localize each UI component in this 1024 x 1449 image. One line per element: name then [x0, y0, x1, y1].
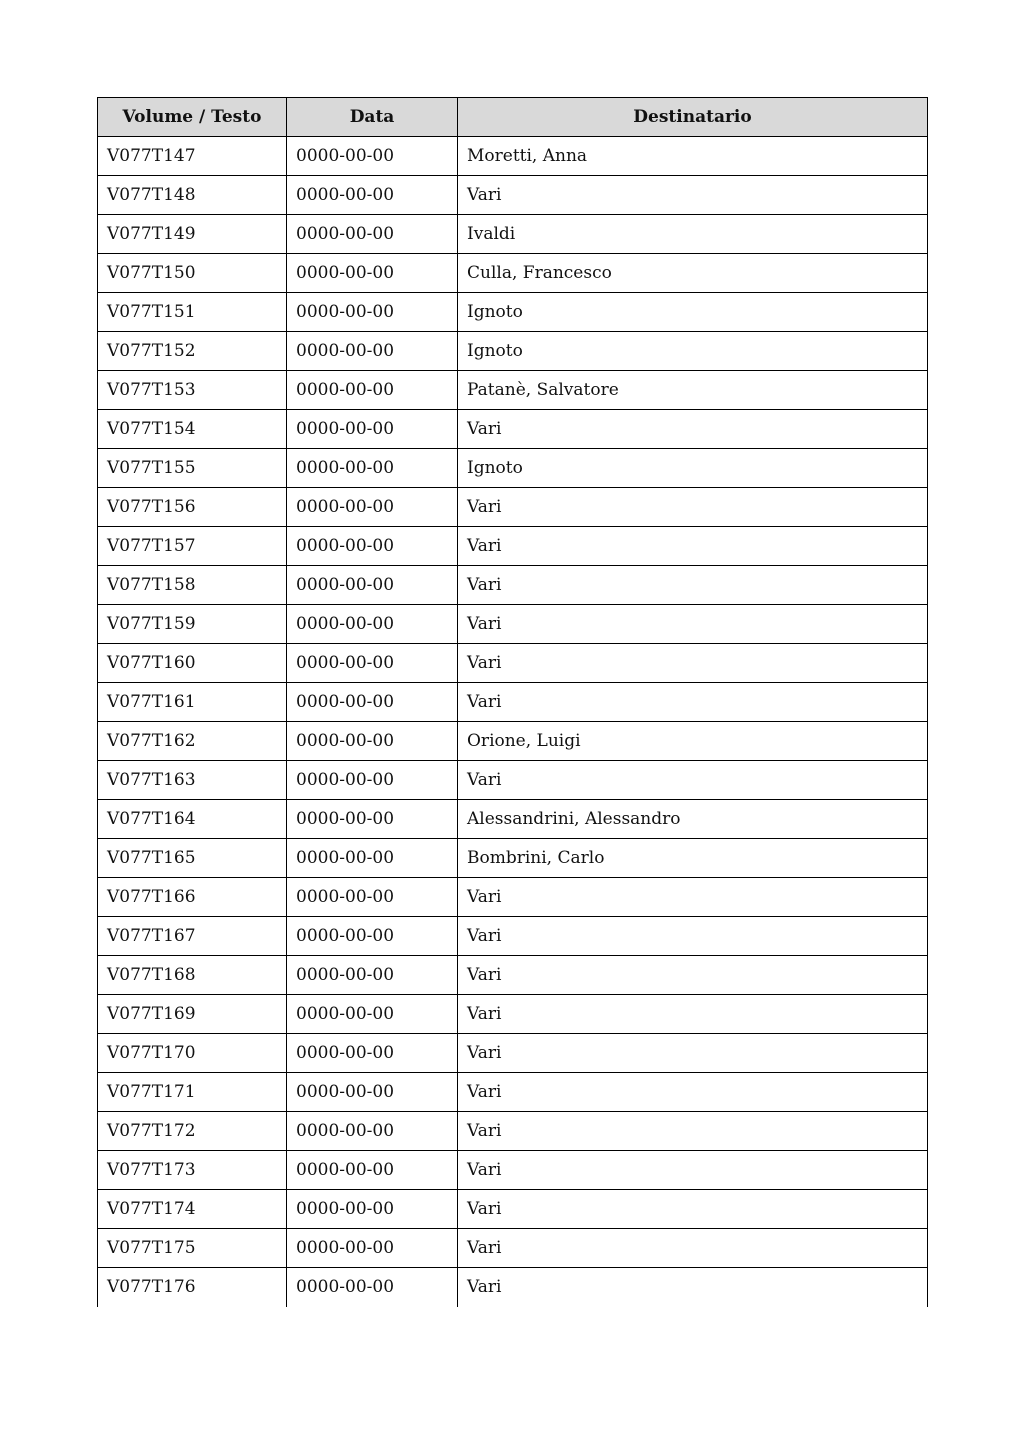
table-header-row [98, 98, 928, 137]
table-header [98, 98, 928, 137]
letters-table [97, 97, 928, 1307]
cell-volume-testo: V077T149 [98, 215, 287, 254]
cell-data: 0000-00-00 [287, 488, 458, 527]
column-header-destinatario: Destinatario [458, 98, 928, 137]
table-body [98, 137, 928, 1307]
cell-volume-testo: V077T166 [98, 878, 287, 917]
table-row [98, 1034, 928, 1073]
table-row [98, 137, 928, 176]
cell-volume-testo: V077T150 [98, 254, 287, 293]
table-row [98, 293, 928, 332]
table-row [98, 1190, 928, 1229]
cell-volume-testo: V077T165 [98, 839, 287, 878]
cell-volume-testo: V077T173 [98, 1151, 287, 1190]
table-row [98, 761, 928, 800]
cell-destinatario: Vari [458, 1112, 928, 1151]
cell-volume-testo: V077T163 [98, 761, 287, 800]
cell-destinatario: Ignoto [458, 293, 928, 332]
cell-data: 0000-00-00 [287, 176, 458, 215]
cell-volume-testo: V077T156 [98, 488, 287, 527]
table-row [98, 332, 928, 371]
cell-destinatario: Ivaldi [458, 215, 928, 254]
column-header-volume-testo: Volume / Testo [98, 98, 287, 137]
cell-destinatario: Vari [458, 176, 928, 215]
cell-destinatario: Vari [458, 1229, 928, 1268]
cell-data: 0000-00-00 [287, 527, 458, 566]
cell-data: 0000-00-00 [287, 254, 458, 293]
cell-volume-testo: V077T157 [98, 527, 287, 566]
cell-destinatario: Bombrini, Carlo [458, 839, 928, 878]
cell-data: 0000-00-00 [287, 1073, 458, 1112]
cell-destinatario: Vari [458, 1190, 928, 1229]
table-row [98, 800, 928, 839]
cell-destinatario: Vari [458, 605, 928, 644]
cell-data: 0000-00-00 [287, 878, 458, 917]
cell-volume-testo: V077T147 [98, 137, 287, 176]
table-row [98, 917, 928, 956]
cell-data: 0000-00-00 [287, 410, 458, 449]
cell-data: 0000-00-00 [287, 137, 458, 176]
cell-data: 0000-00-00 [287, 995, 458, 1034]
cell-volume-testo: V077T153 [98, 371, 287, 410]
cell-data: 0000-00-00 [287, 1229, 458, 1268]
cell-destinatario: Vari [458, 878, 928, 917]
cell-destinatario: Ignoto [458, 332, 928, 371]
cell-volume-testo: V077T155 [98, 449, 287, 488]
cell-volume-testo: V077T164 [98, 800, 287, 839]
cell-data: 0000-00-00 [287, 839, 458, 878]
cell-volume-testo: V077T170 [98, 1034, 287, 1073]
table-row [98, 722, 928, 761]
cell-data: 0000-00-00 [287, 761, 458, 800]
cell-destinatario: Patanè, Salvatore [458, 371, 928, 410]
cell-volume-testo: V077T161 [98, 683, 287, 722]
cell-destinatario: Vari [458, 566, 928, 605]
cell-data: 0000-00-00 [287, 956, 458, 995]
table-row [98, 1073, 928, 1112]
table-row [98, 1151, 928, 1190]
table-row [98, 644, 928, 683]
cell-volume-testo: V077T158 [98, 566, 287, 605]
cell-data: 0000-00-00 [287, 332, 458, 371]
cell-data: 0000-00-00 [287, 293, 458, 332]
table-row [98, 449, 928, 488]
cell-data: 0000-00-00 [287, 1190, 458, 1229]
cell-data: 0000-00-00 [287, 722, 458, 761]
cell-volume-testo: V077T162 [98, 722, 287, 761]
cell-destinatario: Vari [458, 683, 928, 722]
cell-volume-testo: V077T175 [98, 1229, 287, 1268]
cell-data: 0000-00-00 [287, 371, 458, 410]
cell-volume-testo: V077T172 [98, 1112, 287, 1151]
cell-data: 0000-00-00 [287, 605, 458, 644]
cell-destinatario: Alessandrini, Alessandro [458, 800, 928, 839]
table-row [98, 1229, 928, 1268]
cell-volume-testo: V077T160 [98, 644, 287, 683]
cell-volume-testo: V077T168 [98, 956, 287, 995]
cell-destinatario: Culla, Francesco [458, 254, 928, 293]
cell-destinatario: Vari [458, 1151, 928, 1190]
cell-destinatario: Vari [458, 644, 928, 683]
table-row [98, 839, 928, 878]
cell-destinatario: Vari [458, 488, 928, 527]
cell-destinatario: Vari [458, 1268, 928, 1307]
cell-destinatario: Orione, Luigi [458, 722, 928, 761]
cell-volume-testo: V077T174 [98, 1190, 287, 1229]
cell-data: 0000-00-00 [287, 1112, 458, 1151]
table-row [98, 878, 928, 917]
table-row [98, 254, 928, 293]
cell-destinatario: Vari [458, 527, 928, 566]
table-row [98, 683, 928, 722]
table-row [98, 176, 928, 215]
cell-volume-testo: V077T171 [98, 1073, 287, 1112]
cell-destinatario: Vari [458, 995, 928, 1034]
cell-destinatario: Vari [458, 956, 928, 995]
cell-data: 0000-00-00 [287, 566, 458, 605]
table-row [98, 995, 928, 1034]
cell-data: 0000-00-00 [287, 800, 458, 839]
cell-data: 0000-00-00 [287, 683, 458, 722]
cell-volume-testo: V077T167 [98, 917, 287, 956]
table-row [98, 1112, 928, 1151]
cell-volume-testo: V077T159 [98, 605, 287, 644]
cell-destinatario: Vari [458, 917, 928, 956]
cell-data: 0000-00-00 [287, 1268, 458, 1307]
cell-destinatario: Vari [458, 410, 928, 449]
cell-data: 0000-00-00 [287, 917, 458, 956]
table-row [98, 566, 928, 605]
document-table-container [97, 97, 927, 1307]
cell-destinatario: Vari [458, 1073, 928, 1112]
table-row [98, 215, 928, 254]
cell-volume-testo: V077T169 [98, 995, 287, 1034]
table-row [98, 371, 928, 410]
cell-volume-testo: V077T151 [98, 293, 287, 332]
cell-data: 0000-00-00 [287, 1034, 458, 1073]
cell-volume-testo: V077T148 [98, 176, 287, 215]
table-row [98, 1268, 928, 1307]
column-header-data: Data [287, 98, 458, 137]
cell-volume-testo: V077T152 [98, 332, 287, 371]
cell-volume-testo: V077T176 [98, 1268, 287, 1307]
table-row [98, 956, 928, 995]
table-row [98, 488, 928, 527]
cell-data: 0000-00-00 [287, 449, 458, 488]
table-row [98, 410, 928, 449]
table-row [98, 527, 928, 566]
cell-destinatario: Moretti, Anna [458, 137, 928, 176]
table-row [98, 605, 928, 644]
cell-volume-testo: V077T154 [98, 410, 287, 449]
cell-destinatario: Ignoto [458, 449, 928, 488]
cell-destinatario: Vari [458, 761, 928, 800]
cell-data: 0000-00-00 [287, 1151, 458, 1190]
cell-data: 0000-00-00 [287, 215, 458, 254]
cell-destinatario: Vari [458, 1034, 928, 1073]
cell-data: 0000-00-00 [287, 644, 458, 683]
